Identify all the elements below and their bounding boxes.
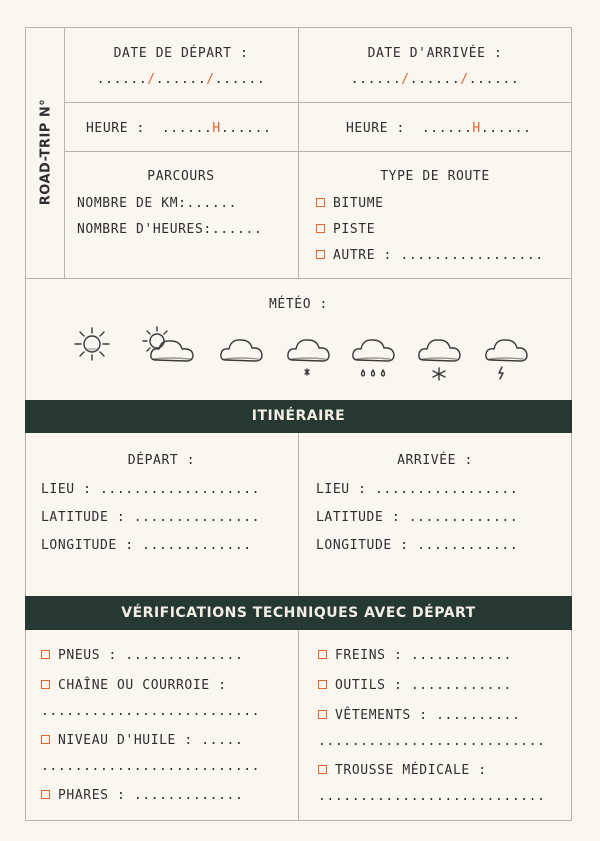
check-freins[interactable]: FREINS : ............ bbox=[318, 648, 512, 663]
sidebar-divider bbox=[64, 27, 65, 278]
cloud-storm-icon[interactable] bbox=[483, 330, 529, 382]
depart-longitude-field[interactable]: LONGITUDE : ............. bbox=[41, 538, 252, 553]
check-chaine-dots[interactable]: .......................... bbox=[41, 704, 261, 719]
check-vetements[interactable]: VÊTEMENTS : .......... bbox=[318, 708, 520, 723]
cloud-rain-icon[interactable] bbox=[350, 330, 396, 382]
checkbox-icon[interactable] bbox=[318, 680, 327, 689]
meteo-title: MÉTÉO : bbox=[269, 297, 328, 312]
route-type-title: TYPE DE ROUTE bbox=[380, 169, 490, 184]
depart-latitude-field[interactable]: LATITUDE : ............... bbox=[41, 510, 261, 525]
row-divider-3 bbox=[25, 278, 572, 279]
departure-hour-field[interactable]: HEURE : ......H...... bbox=[86, 121, 272, 136]
checkbox-icon[interactable] bbox=[318, 710, 327, 719]
roadtrip-number-label: ROAD-TRIP N° bbox=[38, 98, 54, 206]
checkbox-icon[interactable] bbox=[316, 250, 325, 259]
check-phares[interactable]: PHARES : ............. bbox=[41, 788, 243, 803]
cloud-snowflake-icon[interactable] bbox=[416, 330, 462, 382]
arrival-hour-field[interactable]: HEURE : ......H...... bbox=[346, 121, 532, 136]
checkbox-icon[interactable] bbox=[316, 224, 325, 233]
parcours-title: PARCOURS bbox=[147, 169, 215, 184]
checkbox-icon[interactable] bbox=[316, 198, 325, 207]
checks-band: VÉRIFICATIONS TECHNIQUES AVEC DÉPART bbox=[25, 596, 572, 630]
checks-column-divider bbox=[298, 630, 299, 821]
checkbox-icon[interactable] bbox=[41, 735, 50, 744]
depart-lieu-field[interactable]: LIEU : ................... bbox=[41, 482, 261, 497]
route-option-bitume[interactable]: BITUME bbox=[316, 196, 384, 211]
arrivee-longitude-field[interactable]: LONGITUDE : ............ bbox=[316, 538, 519, 553]
check-pneus[interactable]: PNEUS : .............. bbox=[41, 648, 243, 663]
sun-cloud-icon[interactable] bbox=[140, 324, 198, 366]
row-divider-2 bbox=[64, 151, 572, 152]
itinerary-band: ITINÉRAIRE bbox=[25, 400, 572, 433]
km-field[interactable]: NOMBRE DE KM:...... bbox=[77, 196, 238, 211]
arrivee-lieu-field[interactable]: LIEU : ................. bbox=[316, 482, 519, 497]
check-trousse[interactable]: TROUSSE MÉDICALE : bbox=[318, 763, 487, 778]
cloud-icon[interactable] bbox=[218, 330, 264, 366]
cloud-snow-light-icon[interactable] bbox=[285, 330, 331, 378]
itinerary-depart-title: DÉPART : bbox=[127, 453, 196, 468]
route-option-autre[interactable]: AUTRE : ................. bbox=[316, 248, 544, 263]
check-huile-dots[interactable]: .......................... bbox=[41, 759, 261, 774]
checkbox-icon[interactable] bbox=[41, 650, 50, 659]
departure-date-label: DATE DE DÉPART : bbox=[113, 46, 249, 61]
checkbox-icon[interactable] bbox=[41, 790, 50, 799]
check-vetements-dots[interactable]: ........................... bbox=[318, 734, 546, 749]
itinerary-arrivee-title: ARRIVÉE : bbox=[397, 453, 473, 468]
sun-icon[interactable] bbox=[70, 324, 116, 364]
check-trousse-dots[interactable]: ........................... bbox=[318, 789, 546, 804]
header-column-divider bbox=[298, 27, 299, 278]
checkbox-icon[interactable] bbox=[318, 650, 327, 659]
hours-count-field[interactable]: NOMBRE D'HEURES:...... bbox=[77, 222, 263, 237]
checkbox-icon[interactable] bbox=[41, 680, 50, 689]
departure-date-field[interactable]: ....../....../...... bbox=[96, 72, 266, 87]
check-chaine[interactable]: CHAÎNE OU COURROIE : bbox=[41, 678, 227, 693]
arrival-date-label: DATE D'ARRIVÉE : bbox=[367, 46, 503, 61]
row-divider-1 bbox=[64, 102, 572, 103]
check-huile[interactable]: NIVEAU D'HUILE : ..... bbox=[41, 733, 243, 748]
arrival-date-field[interactable]: ....../....../...... bbox=[350, 72, 520, 87]
arrivee-latitude-field[interactable]: LATITUDE : ............. bbox=[316, 510, 519, 525]
route-option-piste[interactable]: PISTE bbox=[316, 222, 375, 237]
check-outils[interactable]: OUTILS : ............ bbox=[318, 678, 512, 693]
checkbox-icon[interactable] bbox=[318, 765, 327, 774]
